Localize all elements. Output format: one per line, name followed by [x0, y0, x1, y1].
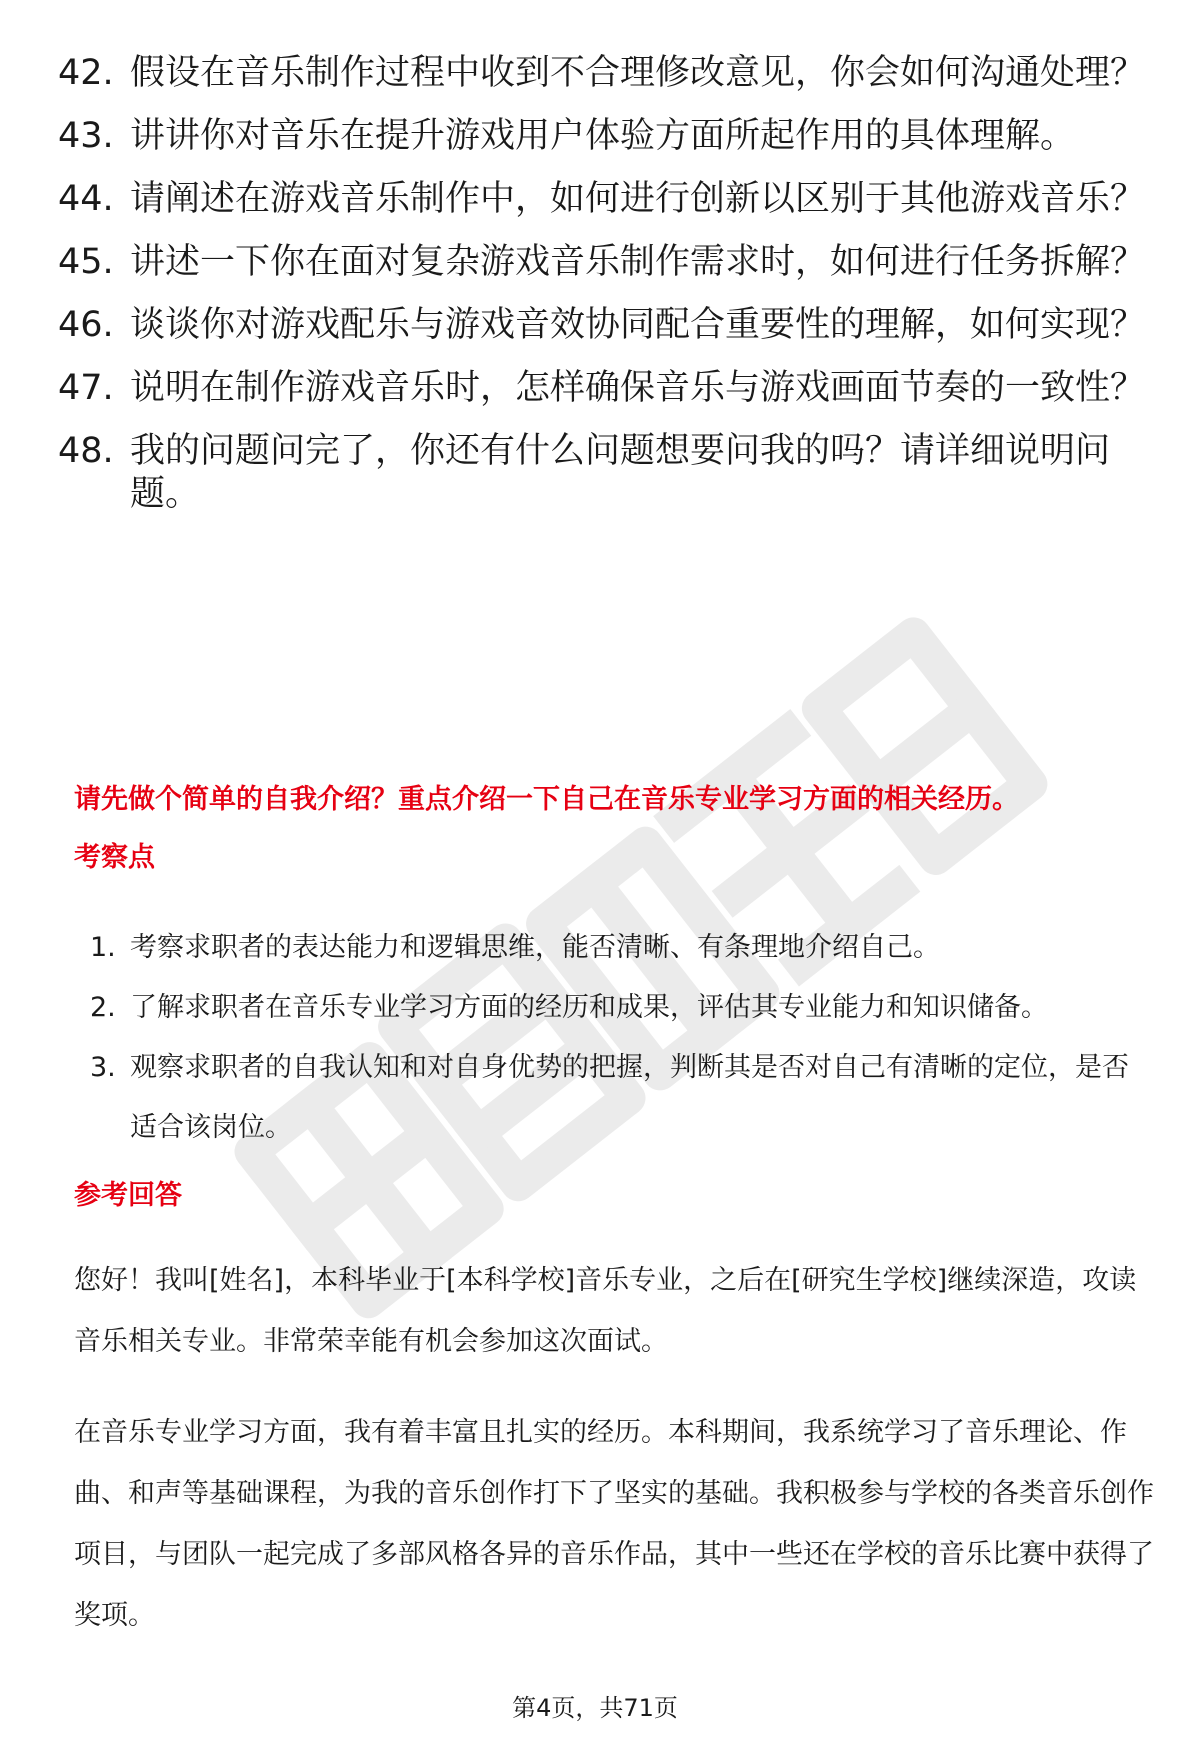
cankao-label: 参考回答 [74, 1180, 182, 1211]
list-item [58, 430, 1148, 516]
question-number: 47. [58, 368, 114, 408]
page-footer: 第4页，共71页 [512, 1694, 678, 1722]
list-item [58, 115, 1148, 158]
list-item [90, 978, 1150, 1038]
list-item [58, 367, 1148, 410]
question-text: 请阐述在游戏音乐制作中，如何进行创新以区别于其他游戏音乐？ [130, 179, 1146, 219]
question-list [58, 52, 1148, 536]
question-number: 45. [58, 242, 114, 282]
list-item [58, 241, 1148, 284]
question-number: 48. [58, 431, 114, 471]
question-number: 43. [58, 116, 114, 156]
list-item [58, 52, 1148, 95]
point-number: 3. [90, 1052, 116, 1083]
question-text: 假设在音乐制作过程中收到不合理修改意见，你会如何沟通处理？ [130, 53, 1146, 93]
kaocha-label: 考察点 [74, 842, 155, 873]
question-number: 44. [58, 179, 114, 219]
question-text: 说明在制作游戏音乐时，怎样确保音乐与游戏画面节奏的一致性？ [130, 368, 1146, 408]
question-number: 42. [58, 53, 114, 93]
answer-paragraph: 在音乐专业学习方面，我有着丰富且扎实的经历。本科期间，我系统学习了音乐理论、作曲、和声等基础课程，为我的音乐创作打下了坚实的基础。我积极参与学校的各类音乐创作项目，与团队一起完成了多部风格各异的音乐作品，其中一些还在学校的音乐比赛中获得了奖项。 [74, 1417, 1154, 1631]
question-number: 46. [58, 305, 114, 345]
list-item [90, 1038, 1150, 1158]
point-text: 观察求职者的自我认知和对自身优势的把握，判断其是否对自己有清晰的定位，是否适合该岗位。 [130, 1052, 1129, 1143]
point-number: 2. [90, 992, 116, 1023]
point-number: 1. [90, 932, 116, 963]
interview-question-heading: 请先做个简单的自我介绍？重点介绍一下自己在音乐专业学习方面的相关经历。 [74, 784, 1019, 815]
point-text: 了解求职者在音乐专业学习方面的经历和成果，评估其专业能力和知识储备。 [130, 992, 1048, 1023]
question-text: 谈谈你对游戏配乐与游戏音效协同配合重要性的理解，如何实现？ [130, 305, 1146, 345]
list-item [58, 304, 1148, 347]
question-text: 我的问题问完了，你还有什么问题想要问我的吗？请详细说明问题。 [130, 431, 1111, 514]
point-text: 考察求职者的表达能力和逻辑思维，能否清晰、有条理地介绍自己。 [130, 932, 940, 963]
question-text: 讲述一下你在面对复杂游戏音乐制作需求时，如何进行任务拆解？ [130, 242, 1146, 282]
list-item [90, 918, 1150, 978]
assessment-points-list [90, 918, 1150, 1158]
question-text: 讲讲你对音乐在提升游戏用户体验方面所起作用的具体理解。 [130, 116, 1076, 156]
answer-paragraph: 您好！我叫[姓名]，本科毕业于[本科学校]音乐专业，之后在[研究生学校]继续深造，攻读音乐相关专业。非常荣幸能有机会参加这次面试。 [74, 1265, 1137, 1357]
list-item [58, 178, 1148, 221]
